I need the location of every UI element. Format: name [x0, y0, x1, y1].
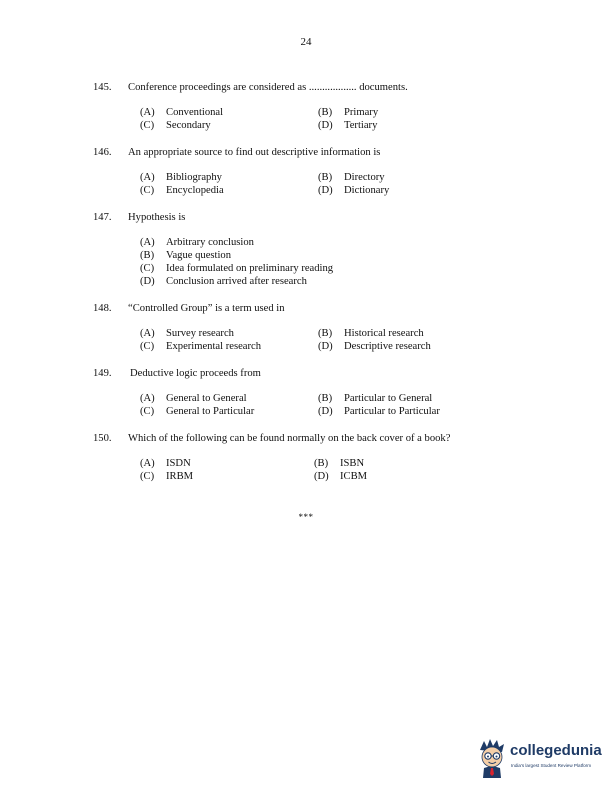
option-text: IRBM [166, 471, 194, 482]
question-stem [93, 146, 533, 160]
option-a [140, 236, 254, 249]
option-d [318, 340, 431, 353]
question-number: 146. [93, 147, 112, 158]
question-stem [93, 302, 533, 316]
option-label: (A) [140, 107, 155, 118]
option-c [140, 262, 333, 275]
option-c [140, 470, 193, 483]
option-text: Historical research [344, 328, 424, 339]
option-d [318, 184, 389, 197]
option-text: General to General [166, 393, 247, 404]
option-b [140, 249, 231, 262]
question-stem [93, 81, 533, 95]
option-label: (A) [140, 458, 155, 469]
option-text: Bibliography [166, 172, 222, 183]
option-d [318, 405, 440, 418]
option-c [140, 405, 254, 418]
option-text: Particular to Particular [344, 406, 440, 417]
option-a [140, 457, 191, 470]
option-label: (D) [318, 185, 333, 196]
option-label: (A) [140, 237, 155, 248]
question-number: 150. [93, 433, 112, 444]
option-text: Dictionary [344, 185, 390, 196]
option-label: (A) [140, 172, 155, 183]
option-label: (D) [140, 276, 155, 287]
option-text: General to Particular [166, 406, 255, 417]
option-label: (D) [318, 120, 333, 131]
question-text: Deductive logic proceeds from [130, 368, 261, 379]
option-label: (C) [140, 263, 155, 274]
option-label: (B) [318, 172, 333, 183]
option-text: Descriptive research [344, 341, 431, 352]
end-marker: *** [298, 512, 314, 522]
option-text: Primary [344, 107, 379, 118]
option-text: Tertiary [344, 120, 378, 131]
option-label: (C) [140, 120, 155, 131]
option-label: (B) [318, 328, 333, 339]
option-b [318, 171, 385, 184]
option-text: Experimental research [166, 341, 261, 352]
question-number: 147. [93, 212, 112, 223]
question-text: Hypothesis is [128, 212, 186, 223]
question-148 [93, 302, 533, 352]
question-150 [93, 432, 553, 482]
option-text: Particular to General [344, 393, 433, 404]
brand-name: collegedunia [510, 742, 602, 759]
option-text: Survey research [166, 328, 234, 339]
option-text: Directory [344, 172, 385, 183]
question-149 [93, 367, 533, 417]
option-c [140, 119, 211, 132]
question-146 [93, 146, 533, 196]
option-text: Secondary [166, 120, 211, 131]
option-d [318, 119, 377, 132]
question-stem [93, 211, 533, 225]
option-a [140, 392, 247, 405]
option-label: (A) [140, 393, 155, 404]
option-b [318, 392, 432, 405]
student-mascot-icon [476, 738, 508, 778]
option-c [140, 340, 261, 353]
option-label: (B) [318, 393, 333, 404]
question-text: Conference proceedings are considered as .................. documents. [128, 82, 408, 93]
option-label: (D) [314, 471, 329, 482]
page-number: 24 [300, 36, 312, 48]
option-a [140, 327, 234, 340]
question-145 [93, 81, 533, 131]
option-a [140, 171, 222, 184]
option-label: (B) [140, 250, 155, 261]
collegedunia-logo [476, 738, 606, 778]
option-a [140, 106, 223, 119]
option-text: ISBN [340, 458, 365, 469]
option-c [140, 184, 224, 197]
option-text: Vague question [166, 250, 232, 261]
question-text: An appropriate source to find out descriptive information is [128, 147, 381, 158]
option-label: (B) [314, 458, 329, 469]
option-label: (C) [140, 185, 155, 196]
option-text: Conventional [166, 107, 224, 118]
option-b [318, 106, 378, 119]
question-147 [93, 211, 533, 287]
option-b [314, 457, 364, 470]
option-label: (C) [140, 471, 155, 482]
option-label: (D) [318, 341, 333, 352]
question-stem [93, 367, 533, 381]
question-stem [93, 432, 553, 446]
question-text: Which of the following can be found normally on the back cover of a book? [128, 433, 451, 444]
option-text: ISDN [166, 458, 191, 469]
question-number: 148. [93, 303, 112, 314]
question-text: “Controlled Group” is a term used in [128, 303, 285, 314]
question-number: 145. [93, 82, 112, 93]
option-d [140, 275, 307, 288]
option-d [314, 470, 367, 483]
option-label: (B) [318, 107, 333, 118]
option-text: ICBM [340, 471, 368, 482]
option-text: Conclusion arrived after research [166, 276, 307, 287]
option-label: (A) [140, 328, 155, 339]
option-b [318, 327, 424, 340]
option-label: (C) [140, 406, 155, 417]
question-number: 149. [93, 368, 112, 379]
option-text: Idea formulated on preliminary reading [166, 263, 334, 274]
option-label: (C) [140, 341, 155, 352]
option-text: Encyclopedia [166, 185, 224, 196]
brand-tagline: India's largest Student Review Platform [511, 763, 592, 768]
option-text: Arbitrary conclusion [166, 237, 254, 248]
option-label: (D) [318, 406, 333, 417]
